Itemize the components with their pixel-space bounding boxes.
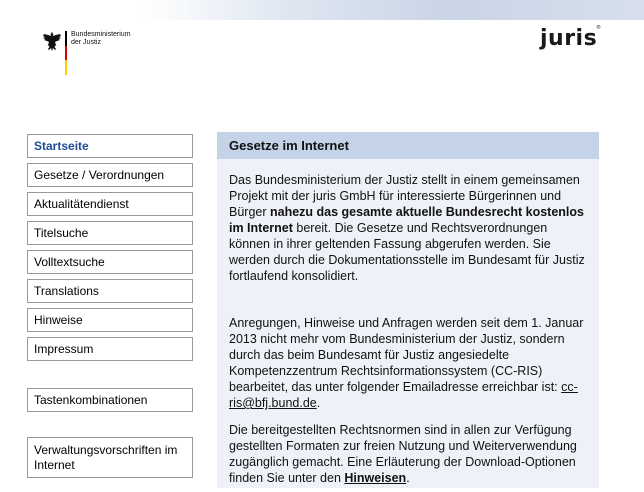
nav-item-gesetze-verordnungen[interactable] — [27, 163, 193, 187]
nav-item-label: Tastenkombinationen — [34, 393, 148, 407]
nav-item-translations[interactable] — [27, 279, 193, 303]
nav-item-label: Volltextsuche — [34, 255, 105, 269]
nav-item-volltextsuche[interactable] — [27, 250, 193, 274]
juris-logo[interactable] — [540, 22, 602, 56]
nav-item-aktualitaetendienst[interactable] — [27, 192, 193, 216]
nav-item-startseite[interactable] — [27, 134, 193, 158]
email-link[interactable]: cc-ris@bfj.bund.de — [229, 380, 578, 410]
federal-eagle-icon — [40, 30, 64, 54]
nav-item-label: Impressum — [34, 342, 94, 356]
nav-item-label: Startseite — [34, 139, 89, 153]
contact-text: Anregungen, Hinweise und Anfragen werden seit dem 1. Januar 2013 nicht mehr vom Bundesministerium der Justiz, sondern durch das beim Bundesamt für Justiz angesiedelte Kompetenzzentrum Rechtsinformationssystem (CC-RIS) bearbeitet, das unter folgender Emailadresse erreichbar ist: — [229, 316, 584, 394]
nav-item-label: Translations — [34, 284, 99, 298]
registered-mark: ® — [596, 25, 602, 31]
nav-item-label: Titelsuche — [34, 226, 89, 240]
content-title: Gesetze im Internet — [217, 132, 599, 159]
german-flag-stripe — [65, 31, 67, 75]
intro-text-bold: nahezu das gesamte aktuelle Bundesrecht kostenlos im Internet — [229, 205, 584, 235]
nav-item-tastenkombinationen[interactable] — [27, 388, 193, 412]
juris-logo-text: juris — [540, 26, 598, 51]
usage-paragraph — [229, 422, 591, 486]
intro-paragraph — [229, 172, 591, 284]
nav-item-verwaltungsvorschriften[interactable] — [27, 437, 193, 478]
nav-item-label: Aktualitätendienst — [34, 197, 129, 211]
content-panel — [217, 132, 599, 488]
nav-item-hinweise[interactable] — [27, 308, 193, 332]
contact-paragraph — [229, 315, 591, 411]
nav-item-label: Verwaltungsvorschriften im Internet — [34, 442, 178, 472]
bmj-logo-line1: Bundesministerium — [71, 31, 131, 38]
usage-text-end: . — [406, 471, 410, 485]
bmj-logo[interactable] — [40, 30, 150, 76]
intro-text-after: bereit. Die Gesetze und Rechtsverordnungen können in ihrer geltenden Fassung abgerufen werden. Sie werden durch die Dokumentationsstelle im Bundesamt für Justiz fortlaufend konsolidiert. — [229, 221, 585, 283]
nav-item-titelsuche[interactable] — [27, 221, 193, 245]
contact-text-end: . — [316, 396, 321, 410]
nav-item-impressum[interactable] — [27, 337, 193, 361]
hinweise-link[interactable]: Hinweisen — [344, 471, 407, 485]
bmj-logo-line2: der Justiz — [71, 39, 101, 46]
top-gradient-bar — [0, 0, 644, 20]
nav-item-label: Hinweise — [34, 313, 83, 327]
intro-text-before: Das Bundesministerium der Justiz stellt in einem gemeinsamen Projekt mit der juris GmbH für interessierte Bürgerinnen und Bürger — [229, 173, 580, 219]
usage-text: Die bereitgestellten Rechtsnormen sind in allen zur Verfügung gestellten Formaten zur freien Nutzung und Weiterverwendung zugänglich gemacht. Eine Erläuterung der Download-Optionen finden Sie unter den — [229, 423, 577, 485]
nav-item-label: Gesetze / Verordnungen — [34, 168, 165, 182]
